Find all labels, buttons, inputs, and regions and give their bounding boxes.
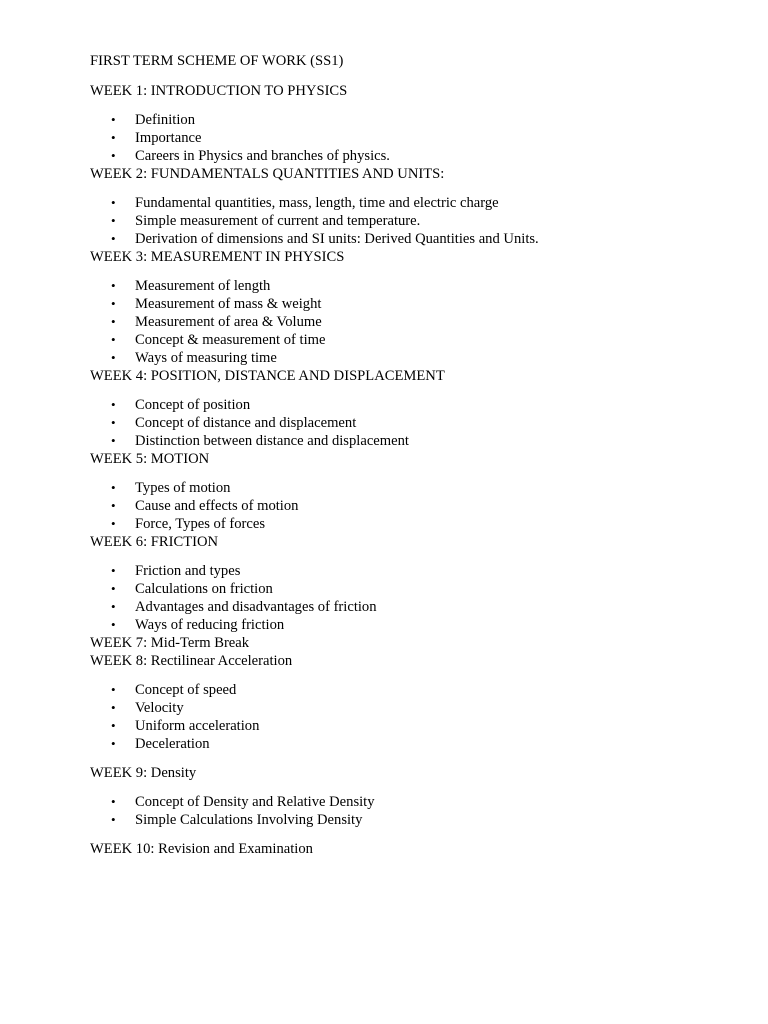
bullet-icon: • — [111, 350, 116, 365]
bullet-icon: • — [111, 433, 116, 448]
week-section-5 — [90, 450, 730, 533]
bullet-icon: • — [111, 231, 116, 246]
topic-text: Measurement of mass & weight — [135, 296, 322, 312]
bullet-icon: • — [111, 794, 116, 809]
topic-text: Deceleration — [135, 736, 210, 752]
topic-item — [90, 793, 730, 811]
topic-item — [90, 313, 730, 331]
document-title: FIRST TERM SCHEME OF WORK (SS1) — [90, 53, 344, 69]
week-heading: WEEK 5: MOTION — [90, 451, 210, 467]
week-heading: WEEK 10: Revision and Examination — [90, 841, 313, 857]
topic-item — [90, 349, 730, 367]
bullet-icon: • — [111, 296, 116, 311]
topic-item — [90, 147, 730, 165]
topic-text: Ways of reducing friction — [135, 617, 285, 633]
topic-item — [90, 699, 730, 717]
topic-item — [90, 616, 730, 634]
topic-item — [90, 331, 730, 349]
bullet-icon: • — [111, 112, 116, 127]
bullet-icon: • — [111, 700, 116, 715]
bullet-icon: • — [111, 563, 116, 578]
topic-list — [90, 396, 730, 450]
week-section-6 — [90, 533, 730, 634]
topic-item — [90, 194, 730, 212]
topic-text: Friction and types — [135, 563, 241, 579]
topic-text: Concept of distance and displacement — [135, 415, 357, 431]
topic-list — [90, 681, 730, 753]
topic-text: Advantages and disadvantages of friction — [135, 599, 377, 615]
topic-text: Concept of speed — [135, 682, 237, 698]
topic-text: Measurement of area & Volume — [135, 314, 322, 330]
bullet-icon: • — [111, 332, 116, 347]
topic-item — [90, 580, 730, 598]
topic-list — [90, 277, 730, 367]
week-heading: WEEK 4: POSITION, DISTANCE AND DISPLACEMENT — [90, 368, 445, 384]
bullet-icon: • — [111, 278, 116, 293]
topic-list — [90, 111, 730, 165]
topic-text: Careers in Physics and branches of physics. — [135, 148, 390, 164]
document-body — [90, 52, 730, 858]
week-heading: WEEK 6: FRICTION — [90, 534, 219, 550]
bullet-icon: • — [111, 581, 116, 596]
topic-text: Simple Calculations Involving Density — [135, 812, 363, 828]
weeks-container — [90, 82, 730, 858]
topic-item — [90, 479, 730, 497]
bullet-icon: • — [111, 516, 116, 531]
topic-item — [90, 432, 730, 450]
topic-text: Measurement of length — [135, 278, 271, 294]
topic-text: Concept of position — [135, 397, 251, 413]
week-section-1 — [90, 82, 730, 165]
topic-list — [90, 194, 730, 248]
topic-text: Velocity — [135, 700, 184, 716]
topic-list — [90, 479, 730, 533]
topic-item — [90, 396, 730, 414]
topic-item — [90, 414, 730, 432]
topic-item — [90, 562, 730, 580]
bullet-icon: • — [111, 599, 116, 614]
topic-text: Concept of Density and Relative Density — [135, 794, 375, 810]
topic-item — [90, 515, 730, 533]
week-section-4 — [90, 367, 730, 450]
bullet-icon: • — [111, 736, 116, 751]
bullet-icon: • — [111, 415, 116, 430]
topic-item — [90, 735, 730, 753]
topic-text: Ways of measuring time — [135, 350, 277, 366]
topic-text: Derivation of dimensions and SI units: Derived Quantities and Units. — [135, 231, 539, 247]
bullet-icon: • — [111, 148, 116, 163]
topic-text: Distinction between distance and displacement — [135, 433, 409, 449]
topic-text: Fundamental quantities, mass, length, time and electric charge — [135, 195, 499, 211]
week-section-2 — [90, 165, 730, 248]
week-heading: WEEK 2: FUNDAMENTALS QUANTITIES AND UNITS: — [90, 166, 445, 182]
bullet-icon: • — [111, 397, 116, 412]
topic-item — [90, 212, 730, 230]
week-heading: WEEK 9: Density — [90, 765, 197, 781]
bullet-icon: • — [111, 213, 116, 228]
topic-item — [90, 277, 730, 295]
week-section-10 — [90, 840, 730, 858]
topic-item — [90, 111, 730, 129]
bullet-icon: • — [111, 617, 116, 632]
bullet-icon: • — [111, 195, 116, 210]
week-section-9 — [90, 764, 730, 829]
bullet-icon: • — [111, 130, 116, 145]
bullet-icon: • — [111, 314, 116, 329]
topic-text: Definition — [135, 112, 195, 128]
topic-list — [90, 562, 730, 634]
topic-list — [90, 793, 730, 829]
week-heading: WEEK 1: INTRODUCTION TO PHYSICS — [90, 83, 348, 99]
topic-text: Cause and effects of motion — [135, 498, 299, 514]
topic-text: Types of motion — [135, 480, 231, 496]
week-section-8 — [90, 652, 730, 753]
topic-text: Importance — [135, 130, 202, 146]
bullet-icon: • — [111, 718, 116, 733]
topic-item — [90, 681, 730, 699]
topic-item — [90, 811, 730, 829]
bullet-icon: • — [111, 498, 116, 513]
topic-item — [90, 497, 730, 515]
topic-item — [90, 598, 730, 616]
bullet-icon: • — [111, 812, 116, 827]
week-section-7 — [90, 634, 730, 652]
topic-text: Uniform acceleration — [135, 718, 260, 734]
week-heading: WEEK 7: Mid-Term Break — [90, 635, 250, 651]
topic-text: Concept & measurement of time — [135, 332, 326, 348]
week-heading: WEEK 3: MEASUREMENT IN PHYSICS — [90, 249, 345, 265]
topic-item — [90, 129, 730, 147]
topic-text: Calculations on friction — [135, 581, 273, 597]
topic-item — [90, 230, 730, 248]
topic-item — [90, 295, 730, 313]
week-heading: WEEK 8: Rectilinear Acceleration — [90, 653, 293, 669]
bullet-icon: • — [111, 480, 116, 495]
week-section-3 — [90, 248, 730, 367]
topic-item — [90, 717, 730, 735]
topic-text: Force, Types of forces — [135, 516, 266, 532]
topic-text: Simple measurement of current and temperature. — [135, 213, 421, 229]
bullet-icon: • — [111, 682, 116, 697]
